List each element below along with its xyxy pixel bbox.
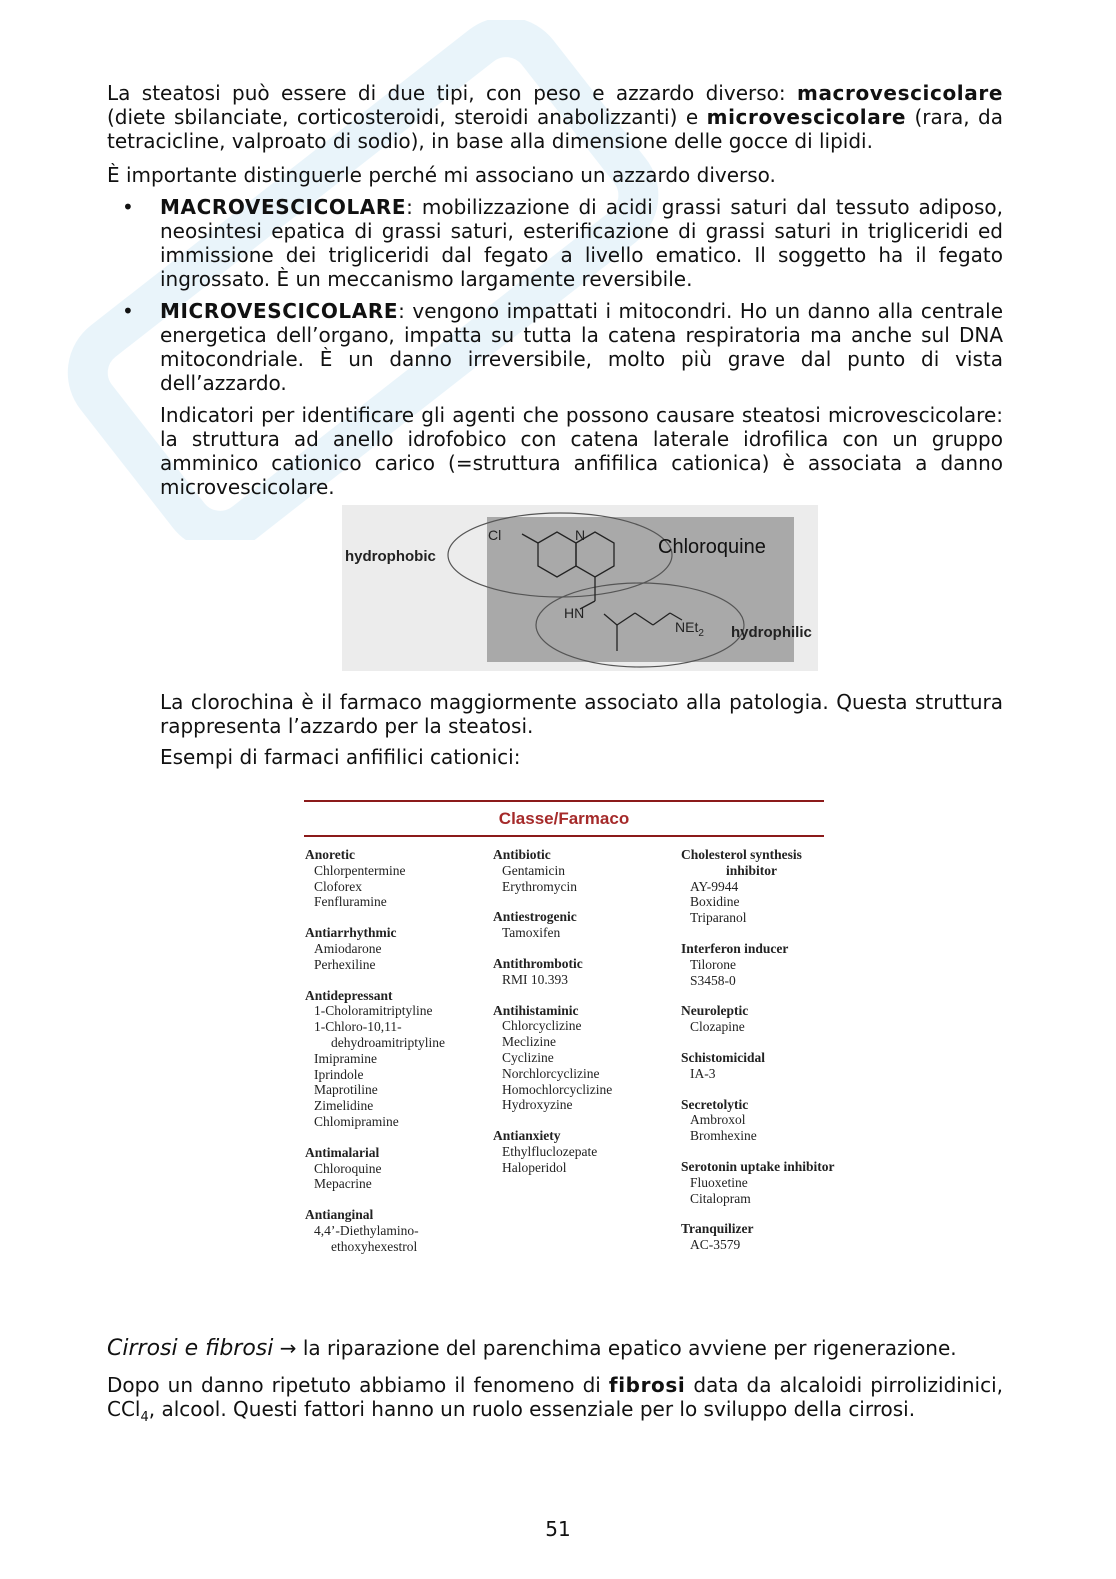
drug-name: Hydroxyzine — [502, 1097, 573, 1113]
drug-class: Antibiotic — [493, 847, 551, 862]
drug-class: Antihistaminic — [493, 1002, 579, 1018]
chloroquine-title: Chloroquine — [658, 536, 766, 558]
drug-name: Chloroquine — [314, 1160, 382, 1176]
drug-name: IA-3 — [690, 1065, 716, 1081]
drug-class: Tranquilizer — [681, 1221, 754, 1237]
bullet-icon: • — [122, 299, 134, 323]
indicators-paragraph: Indicatori per identificare gli agenti che possono causare steatosi microvescicolare: la struttura ad anello idrofobico con catena laterale idrofilica con un gruppo amminico cationico carico (=struttura anfifilica cationica) è associata a danno microvescicolare. — [160, 403, 1003, 499]
drug-name: Imipramine — [314, 1050, 377, 1066]
hydrophilic-label: hydrophilic — [731, 624, 812, 641]
table-column-2 — [493, 847, 673, 1176]
bullet-icon: • — [122, 195, 134, 219]
drug-name: Haloperidol — [502, 1159, 567, 1175]
intro-paragraph-2: È importante distinguerle perché mi associano un azzardo diverso. — [107, 163, 776, 187]
drug-class: Schistomicidal — [681, 1049, 766, 1065]
drug-class: Antithrombotic — [493, 955, 583, 971]
drug-name: Fenfluramine — [314, 894, 387, 910]
drug-name: 4,4’-Diethylamino- — [314, 1222, 419, 1238]
drug-name: Ambroxol — [690, 1112, 746, 1128]
drug-name: Chlomipramine — [314, 1113, 399, 1129]
intro-paragraph: La steatosi può essere di due tipi, con peso e azzardo diverso: macrovescicolare (diete sbilanciate, corticosteroidi, steroidi anabolizzanti) e microvescicolare (rara, da tetracicline, valproato di sodio), in base alla dimensione delle gocce di lipidi. — [107, 81, 1003, 153]
atom-cl: Cl — [488, 527, 502, 543]
drug-name: Fluoxetine — [690, 1174, 748, 1190]
examples-title: Esempi di farmaci anfifilici cationici: — [160, 745, 521, 769]
drug-name: Mepacrine — [314, 1176, 372, 1192]
table-header-rule — [304, 835, 824, 837]
drug-class: Serotonin uptake inhibitor — [681, 1158, 835, 1174]
after-figure-paragraph: La clorochina è il farmaco maggiormente associato alla patologia. Questa struttura rappresenta l’azzardo per la steatosi. — [160, 690, 1003, 738]
drug-class: Antianxiety — [493, 1128, 561, 1144]
drug-name: AC-3579 — [690, 1237, 741, 1253]
drug-name: Chlorcyclizine — [502, 1018, 582, 1034]
drug-name: Chlorpentermine — [314, 862, 406, 878]
drug-class: Antiarrhythmic — [305, 925, 397, 941]
table-top-rule — [304, 800, 824, 802]
drug-name: Maprotiline — [314, 1082, 378, 1098]
drug-name: Triparanol — [690, 910, 747, 926]
bullet-micro: MICROVESCICOLARE: vengono impattati i mitocondri. Ho un danno alla centrale energetica dell’organo, impatta su tutta la catena respiratoria ma anche sul DNA mitocondriale. È un danno irreversibile, molto più grave dal punto di vista dell’azzardo. — [160, 299, 1003, 395]
page-number: 51 — [545, 1517, 571, 1541]
drug-name: Tilorone — [690, 956, 737, 972]
drug-class: inhibitor — [726, 862, 778, 878]
chloroquine-figure — [342, 505, 818, 671]
drug-name: Perhexiline — [314, 956, 376, 972]
drug-class: Antianginal — [305, 1207, 374, 1223]
drug-class: Neuroleptic — [681, 1003, 749, 1019]
fibrosi-paragraph: Dopo un danno ripetuto abbiamo il fenomeno di fibrosi data da alcaloidi pirrolizidinici, CCl$_4$, alcool. Questi fattori hanno un ruolo essenziale per lo sviluppo della cirrosi. — [107, 1373, 1003, 1425]
drug-name: Boxidine — [690, 894, 740, 910]
drug-class: Interferon inducer — [681, 940, 789, 956]
cirrosi-heading-line: Cirrosi e fibrosi → la riparazione del parenchima epatico avviene per rigenerazione. — [107, 1336, 957, 1361]
drug-name: dehydroamitriptyline — [331, 1034, 445, 1050]
hydrophobic-label: hydrophobic — [345, 548, 436, 565]
drug-name: Gentamicin — [502, 862, 565, 878]
drug-name: Cyclizine — [502, 1049, 554, 1065]
table-header: Classe/Farmaco — [498, 809, 630, 828]
drug-name: Meclizine — [502, 1034, 556, 1050]
drug-name: Erythromycin — [502, 878, 577, 894]
section-heading: Cirrosi e fibrosi — [107, 1336, 274, 1361]
drug-name: Cloforex — [314, 878, 362, 894]
drug-name: S3458-0 — [690, 972, 736, 988]
drug-class: Antiestrogenic — [493, 909, 577, 925]
drug-name: AY-9944 — [690, 878, 739, 894]
atom-hn: HN — [564, 605, 585, 621]
bullet-macro: MACROVESCICOLARE: mobilizzazione di acidi grassi saturi dal tessuto adiposo, neosintesi epatica di grassi saturi, esterificazione di grassi saturi in trigliceridi ed immissione dei trigliceridi dal fegato a livello ematico. Il soggetto ha il fegato ingrossato. È un meccanismo largamente reversibile. — [160, 195, 1003, 291]
drug-name: RMI 10.393 — [502, 971, 569, 987]
drug-name: Citalopram — [690, 1190, 751, 1206]
drug-name: 1-Choloramitriptyline — [314, 1003, 433, 1019]
drug-class: Cholesterol synthesis — [681, 847, 802, 862]
drug-name: Zimelidine — [314, 1098, 374, 1114]
atom-n: N — [575, 527, 586, 543]
atom-net: NEt$_2$ — [675, 619, 704, 639]
drug-name: Tamoxifen — [502, 925, 561, 941]
drug-class: Antidepressant — [305, 987, 393, 1003]
drug-name: ethoxyhexestrol — [331, 1238, 418, 1254]
table-column-1 — [305, 847, 480, 1255]
drug-name: Norchlorcyclizine — [502, 1065, 600, 1081]
drug-class: Secretolytic — [681, 1096, 749, 1112]
table-column-3 — [681, 847, 865, 1253]
drug-name: 1-Chloro-10,11- — [314, 1019, 402, 1035]
drug-class: Antimalarial — [305, 1144, 380, 1160]
arrow-icon: → — [279, 1336, 297, 1360]
drug-name: Iprindole — [314, 1066, 364, 1082]
drug-name: Homochlorcyclizine — [502, 1081, 613, 1097]
drug-class: Anoretic — [305, 847, 355, 862]
drug-name: Bromhexine — [690, 1128, 757, 1144]
drug-name: Clozapine — [690, 1019, 745, 1035]
drug-name: Ethylfluclozepate — [502, 1143, 598, 1159]
drug-name: Amiodarone — [314, 940, 382, 956]
cationic-drug-table — [300, 795, 865, 1265]
